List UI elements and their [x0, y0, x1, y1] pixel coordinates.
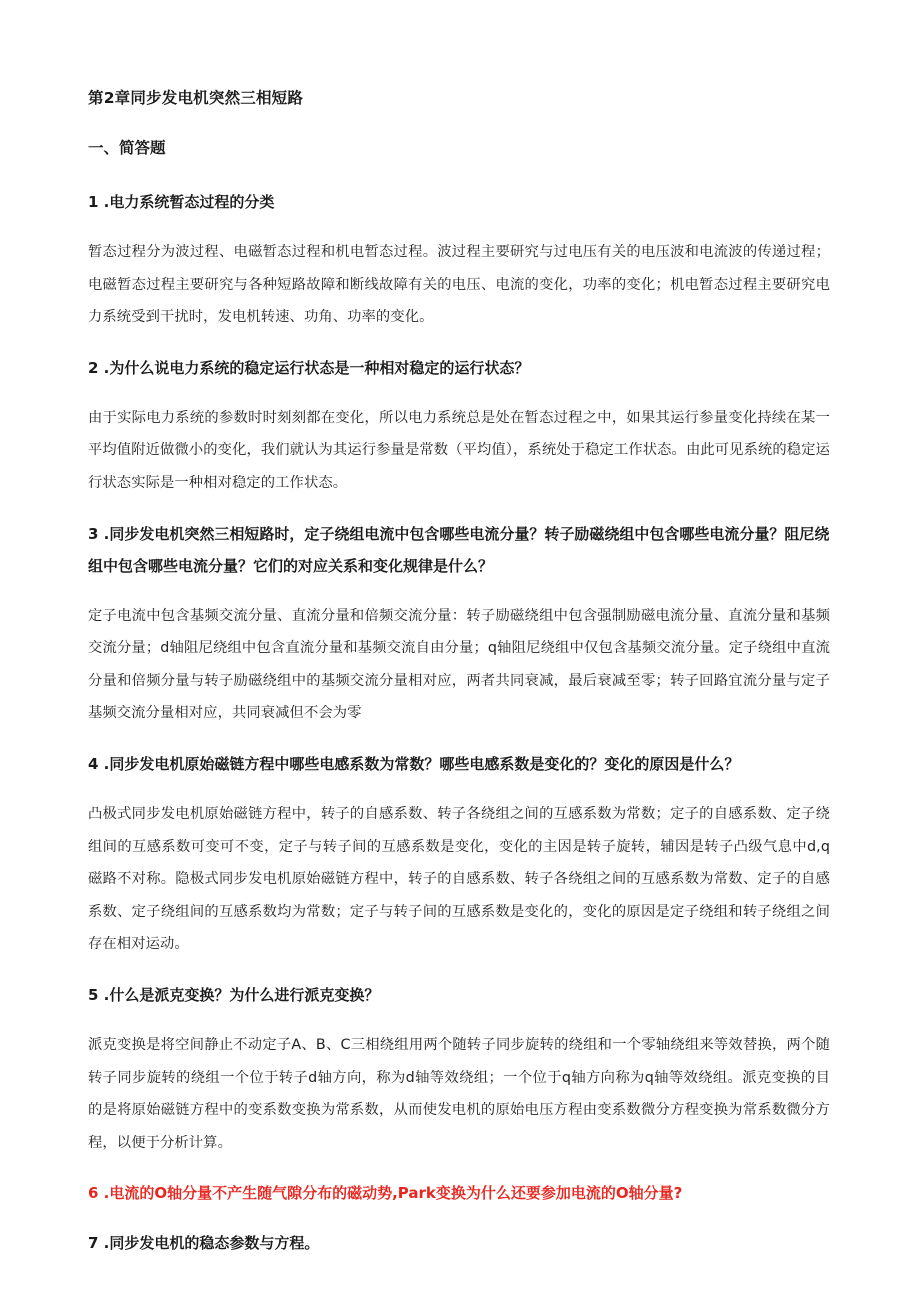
- answer-4: 凸极式同步发电机原始磁链方程中，转子的自感系数、转子各绕组之间的互感系数为常数；定子的自感系数、定子绕组间的互感系数可变可不变，定子与转子间的互感系数是变化，变化的主因是转子旋转，辅因是转子凸级气息中d,q磁路不对称。隐极式同步发电机原始磁链方程中，转子的自感系数、转子各绕组之间的互感系数为常数、定子的自感系数、定子绕组间的互感系数均为常数；定子与转子间的互感系数是变化的，变化的原因是定子绕组和转子绕组之间存在相对运动。: [88, 805, 830, 953]
- answer-1: 暂态过程分为波过程、电磁暂态过程和机电暂态过程。波过程主要研究与过电压有关的电压波和电流波的传递过程；电磁暂态过程主要研究与各种短路故障和断线故障有关的电压、电流的变化，功率的变化；机电暂态过程主要研究电力系统受到干扰时，发电机转速、功角、功率的变化。: [88, 244, 830, 326]
- question-3: 3 .同步发电机突然三相短路时，定子绕组电流中包含哪些电流分量？转子励磁绕组中包含哪些电流分量？阻尼绕组中包含哪些电流分量？它们的对应关系和变化规律是什么？: [88, 524, 830, 575]
- question-5: 5 .什么是派克变换？为什么进行派克变换？: [88, 985, 380, 1004]
- document-page: [88, 86, 830, 1277]
- answer-5: 派克变换是将空间静止不动定子A、B、C三相绕组用两个随转子同步旋转的绕组和一个零轴绕组来等效替换，两个随转子同步旋转的绕组一个位于转子d轴方向，称为d轴等效绕组；一个位于q轴方向称为q轴等效绕组。派克变换的目的是将原始磁链方程中的变系数变换为常系数，从而使发电机的原始电压方程由变系数微分方程变换为常系数微分方程，以便于分析计算。: [88, 1036, 830, 1151]
- question-4: 4 .同步发电机原始磁链方程中哪些电感系数为常数？哪些电感系数是变化的？变化的原因是什么？: [88, 754, 740, 773]
- chapter-title: 第2章同步发电机突然三相短路: [88, 89, 304, 107]
- question-7: 7 .同步发电机的稳态参数与方程。: [88, 1234, 320, 1253]
- question-1: 1 .电力系统暂态过程的分类: [88, 193, 275, 211]
- question-2: 2 .为什么说电力系统的稳定运行状态是一种相对稳定的运行状态？: [88, 358, 530, 377]
- answer-3: 定子电流中包含基频交流分量、直流分量和倍频交流分量：转子励磁绕组中包含强制励磁电流分量、直流分量和基频交流分量；d轴阻尼绕组中包含直流分量和基频交流自由分量；q轴阻尼绕组中仅包含基频交流分量。定子绕组中直流分量和倍频分量与转子励磁绕组中的基频交流分量相对应，两者共同衰减，最后衰减至零；转子回路宜流分量与定子基频交流分量相对应，共同衰减但不会为零: [88, 607, 830, 722]
- question-6: 6 .电流的O轴分量不产生随气隙分布的磁动势,Park变换为什么还要参加电流的O轴分量?: [88, 1184, 683, 1203]
- answer-2: 由于实际电力系统的参数时时刻刻都在变化，所以电力系统总是处在暂态过程之中，如果其运行参量变化持续在某一平均值附近做微小的变化，我们就认为其运行参量是常数（平均值），系统处于稳定工作状态。由此可见系统的稳定运行状态实际是一种相对稳定的工作状态。: [88, 409, 830, 491]
- section-heading: 一、简答题: [88, 139, 166, 157]
